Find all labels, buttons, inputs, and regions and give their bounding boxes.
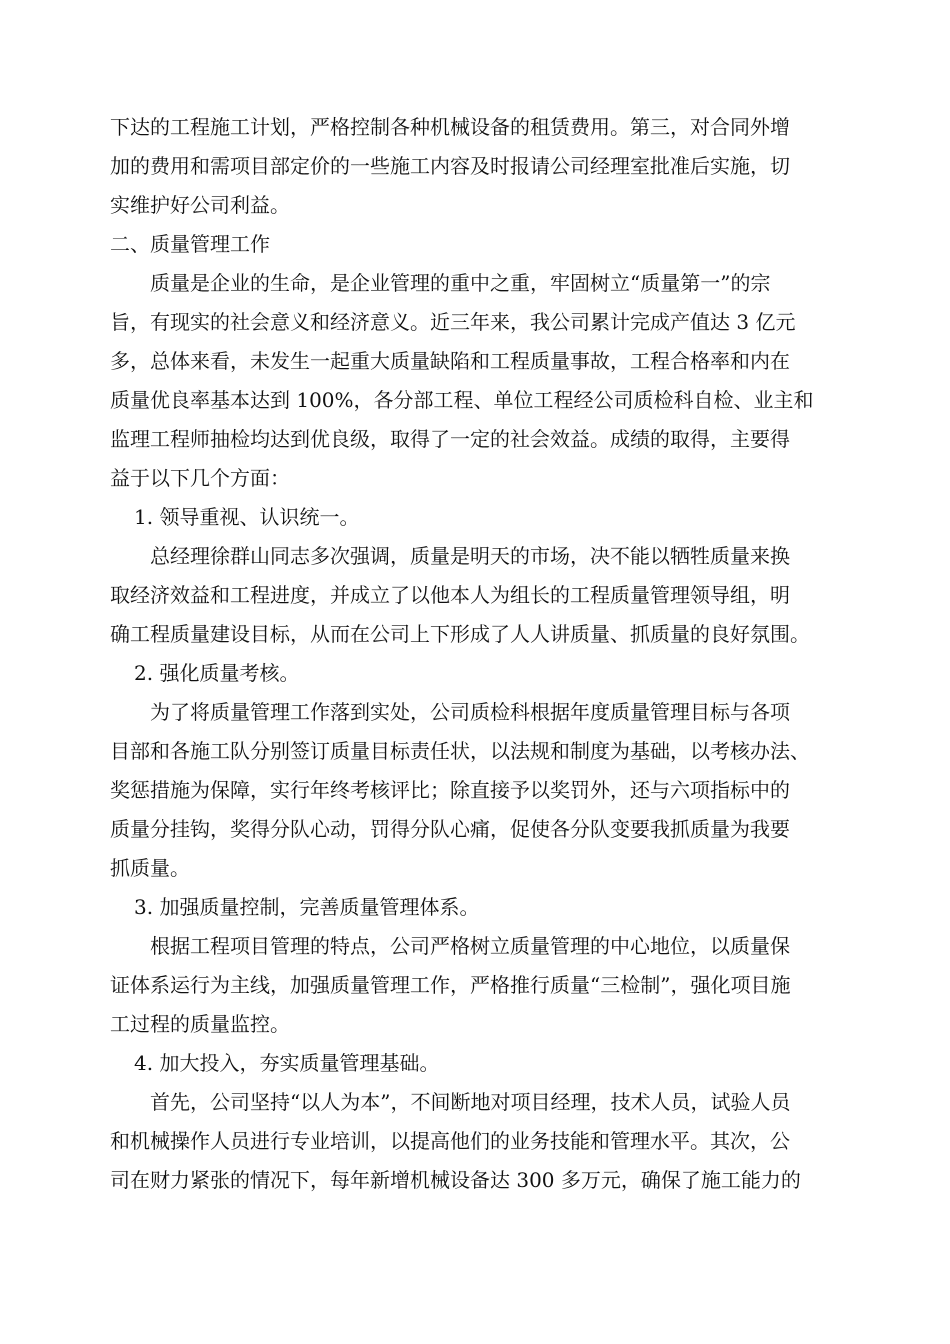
text-line: 加的费用和需项目部定价的一些施工内容及时报请公司经理室批准后实施，切: [110, 154, 790, 178]
text-line: 监理工程师抽检均达到优良级，取得了一定的社会效益。成绩的取得，主要得: [110, 427, 790, 451]
text-line: 多，总体来看，未发生一起重大质量缺陷和工程质量事故，工程合格率和内在: [110, 349, 790, 373]
text-line: 4. 加大投入，夯实质量管理基础。: [134, 1051, 440, 1075]
text-line: 目部和各施工队分别签订质量目标责任状，以法规和制度为基础，以考核办法、: [110, 739, 810, 763]
text-line: 首先，公司坚持“以人为本”，不间断地对项目经理，技术人员，试验人员: [150, 1090, 791, 1114]
text-line: 确工程质量建设目标，从而在公司上下形成了人人讲质量、抓质量的良好氛围。: [110, 622, 810, 646]
text-line: 质量分挂钩，奖得分队心动，罚得分队心痛，促使各分队变要我抓质量为我要: [110, 817, 790, 841]
text-line: 为了将质量管理工作落到实处，公司质检科根据年度质量管理目标与各项: [150, 700, 790, 724]
text-line: 根据工程项目管理的特点，公司严格树立质量管理的中心地位，以质量保: [150, 934, 790, 958]
text-line: 取经济效益和工程进度，并成立了以他本人为组长的工程质量管理领导组，明: [110, 583, 790, 607]
text-line: 1. 领导重视、认识统一。: [134, 505, 360, 529]
text-line: 益于以下几个方面：: [110, 466, 290, 490]
text-line: 工过程的质量监控。: [110, 1012, 290, 1036]
text-line: 二、质量管理工作: [110, 232, 270, 256]
text-line: 3. 加强质量控制，完善质量管理体系。: [134, 895, 480, 919]
text-line: 和机械操作人员进行专业培训，以提高他们的业务技能和管理水平。其次，公: [110, 1129, 790, 1153]
text-line: 质量优良率基本达到 100%，各分部工程、单位工程经公司质检科自检、业主和: [110, 388, 814, 412]
text-line: 抓质量。: [110, 856, 190, 880]
text-line: 下达的工程施工计划，严格控制各种机械设备的租赁费用。第三，对合同外增: [110, 115, 790, 139]
text-line: 奖惩措施为保障，实行年终考核评比；除直接予以奖罚外，还与六项指标中的: [110, 778, 790, 802]
text-line: 司在财力紧张的情况下，每年新增机械设备达 300 多万元，确保了施工能力的: [110, 1168, 801, 1192]
text-line: 证体系运行为主线，加强质量管理工作，严格推行质量“三检制”，强化项目施: [110, 973, 791, 997]
text-line: 2. 强化质量考核。: [134, 661, 300, 685]
document-body: [110, 108, 885, 1200]
text-line: 实维护好公司利益。: [110, 193, 290, 217]
text-line: 质量是企业的生命，是企业管理的重中之重，牢固树立“质量第一”的宗: [150, 271, 771, 295]
text-line: 旨，有现实的社会意义和经济意义。近三年来，我公司累计完成产值达 3 亿元: [110, 310, 796, 334]
text-line: 总经理徐群山同志多次强调，质量是明天的市场，决不能以牺牲质量来换: [150, 544, 790, 568]
